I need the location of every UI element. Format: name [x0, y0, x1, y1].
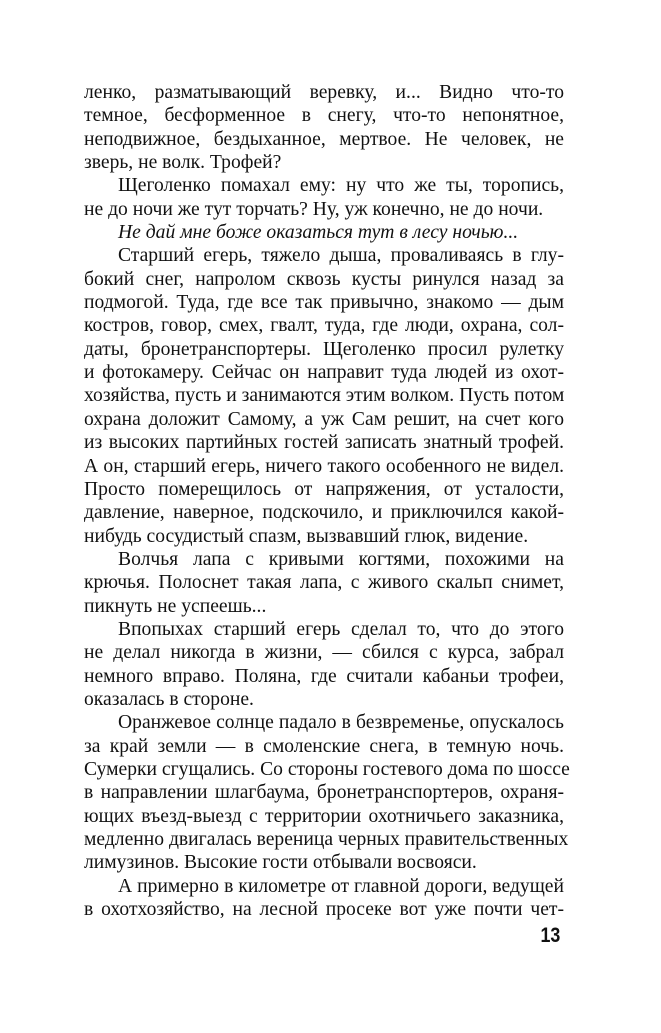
- text-line: Старший егерь, тяжело дыша, проваливаясь в глу-: [118, 245, 564, 267]
- text-line: Впопыхах старший егерь сделал то, что до этого: [118, 618, 564, 640]
- text-line: в охотхозяйство, на лесной просеке вот уже почти чет-: [84, 899, 564, 921]
- text-line: в направлении шлагбаума, бронетранспортеров, охраня-: [84, 782, 564, 804]
- text-line: нибудь сосудистый спазм, вызвавший глюк, видение.: [84, 525, 529, 547]
- text-line: Оранжевое солнце падало в безвременье, опускалось: [118, 712, 564, 734]
- text-line: костров, говор, смех, гвалт, туда, где люди, охрана, сол-: [84, 315, 564, 337]
- text-line: подмогой. Туда, где все так привычно, знакомо — дым: [84, 292, 564, 314]
- text-line: темное, бесформенное в снегу, что-то непонятное,: [84, 105, 564, 127]
- text-line: лимузинов. Высокие гости отбывали восвояси.: [84, 852, 477, 874]
- text-line: ленко, разматывающий веревку, и... Видно что-то: [84, 82, 564, 103]
- text-line: из высоких партийных гостей записать знатный трофей.: [84, 432, 564, 454]
- text-line: хозяйства, пусть и занимаются этим волком. Пусть потом: [84, 385, 565, 407]
- text-line: за край земли — в смоленские снега, в темную ночь.: [84, 735, 564, 757]
- text-line: А примерно в километре от главной дороги, ведущей: [118, 875, 564, 897]
- text-line: ющих въезд-выезд с территории охотничьего заказника,: [84, 805, 564, 827]
- text-line: Не дай мне боже оказаться тут в лесу ночью...: [118, 222, 519, 244]
- text-line: даты, бронетранспортеры. Щеголенко просил рулетку: [84, 338, 564, 360]
- text-line: медленно двигалась вереница черных правительственных: [84, 829, 569, 850]
- text-line: Волчья лапа с кривыми когтями, похожими на: [118, 548, 564, 570]
- text-line: бокий снег, напролом сквозь кусты ринулся назад за: [84, 268, 564, 290]
- text-line: не делал никогда в жизни, — сбился с курса, забрал: [84, 642, 564, 664]
- text-line: охрана доложит Самому, а уж Сам решит, на счет кого: [84, 408, 564, 430]
- text-line: Просто померещилось от напряжения, от усталости,: [84, 478, 564, 500]
- text-line: и фотокамеру. Сейчас он направит туда людей из охот-: [84, 362, 564, 384]
- text-line: неподвижное, бездыханное, мертвое. Не человек, не: [84, 128, 564, 150]
- body-text: [84, 81, 570, 921]
- text-line: крючья. Полоснет такая лапа, с живого скальп снимет,: [84, 572, 564, 594]
- text-line: зверь, не волк. Трофей?: [84, 152, 282, 174]
- text-line: оказалась в стороне.: [84, 688, 254, 710]
- text-line: пикнуть не успеешь...: [84, 595, 267, 617]
- text-line: Сумерки сгущались. Со стороны гостевого дома по шоссе: [84, 758, 570, 780]
- text-line: не до ночи же тут торчать? Ну, уж конечно, не до ночи.: [84, 198, 544, 220]
- page-number: 13: [540, 924, 560, 947]
- text-line: А он, старший егерь, ничего такого особенного не видел.: [84, 455, 564, 477]
- text-line: немного вправо. Поляна, где считали кабаньи трофеи,: [84, 665, 564, 687]
- text-line: давление, наверное, подскочило, и приключился какой-: [84, 502, 564, 524]
- text-line: Щеголенко помахал ему: ну что же ты, торопись,: [118, 175, 564, 197]
